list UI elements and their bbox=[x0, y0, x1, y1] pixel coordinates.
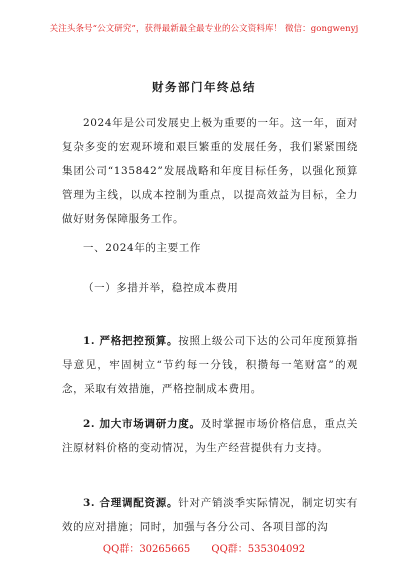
point-lead-2: 2. 加大市场调研力度。 bbox=[83, 418, 201, 430]
section-heading: 一、2024年的主要工作 bbox=[83, 242, 201, 254]
subsection-heading: （一）多措并举，稳控成本费用 bbox=[83, 282, 239, 294]
footer-contact bbox=[0, 540, 408, 555]
intro-paragraph: 2024年是公司发展史上极为重要的一年。这一年，面对复杂多变的宏观环境和艰巨繁重的发展任务，我们紧紧围绕集团公司“135842”发展战略和年度目标任务，以强化预算管理为主线，以成本控制为重点，以提高效益为目标，全力做好财务保障服务工作。 bbox=[62, 117, 358, 225]
footer-qq-group-2: QQ群：535304092 bbox=[211, 544, 306, 555]
point-text-2: 及时掌握市场价格信息，重点关注原材料价格的变动情况，为生产经营提供有力支持。 bbox=[62, 418, 358, 454]
footer-qq-group-1: QQ群：30265665 bbox=[102, 544, 191, 555]
point-text-3: 针对产销淡季实际情况，制定切实有效的应对措施；同时，加强与各分公司、各项目部的沟 bbox=[62, 497, 358, 533]
point-paragraph-1 bbox=[62, 329, 358, 401]
point-lead-1: 1. 严格把控预算。 bbox=[83, 335, 179, 347]
point-paragraph-2 bbox=[62, 412, 358, 460]
document-title: 财务部门年终总结 bbox=[152, 80, 256, 94]
point-text-1: 按照上级公司下达的公司年度预算指导意见，牢固树立“节约每一分钱，积攒每一笔财富”的观念，采取有效措施，严格控制成本费用。 bbox=[62, 335, 358, 395]
point-lead-3: 3. 合理调配资源。 bbox=[83, 497, 179, 509]
promo-banner: 关注头条号“公文研究”，获得最新最全最专业的公文资料库！ 微信：gongwenyj bbox=[49, 24, 359, 34]
point-paragraph-3 bbox=[62, 491, 358, 539]
